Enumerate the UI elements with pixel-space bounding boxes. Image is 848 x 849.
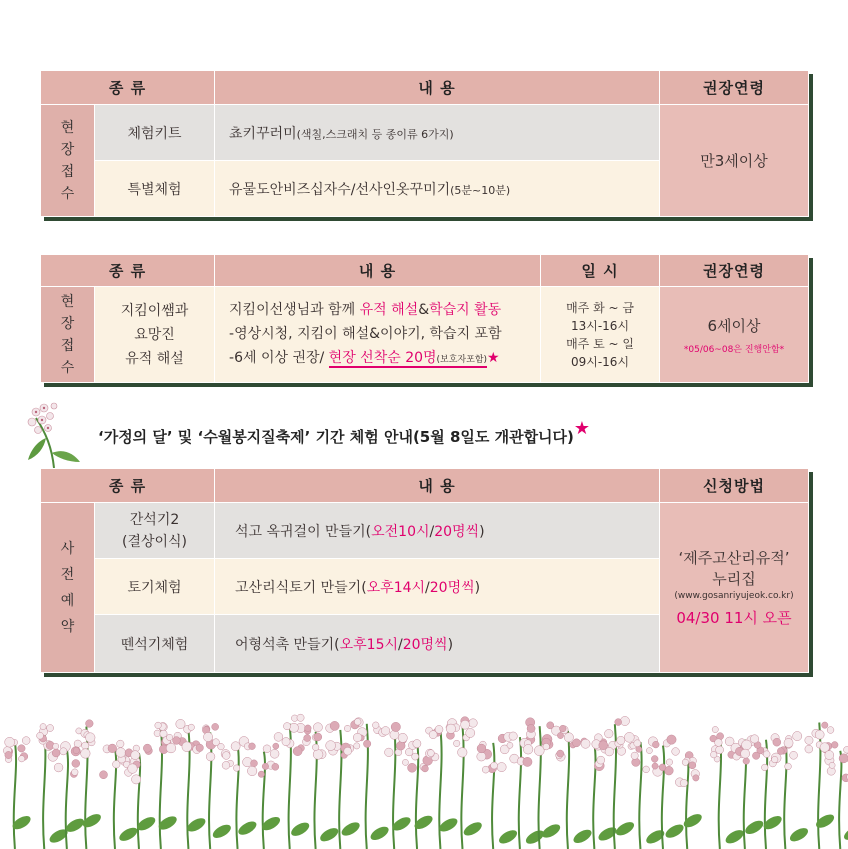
apply-cell: ‘제주고산리유적’ 누리집 (www.gosanriyujeok.co.kr) 04/30 11시 오픈 [660, 503, 809, 673]
header-kind: 종 류 [41, 71, 215, 105]
header-schedule: 일 시 [541, 255, 660, 287]
header-kind: 종 류 [41, 469, 215, 503]
header-age: 권장연령 [660, 255, 809, 287]
star-icon: ★ [573, 418, 591, 439]
table-row-content: 고산리식토기 만들기(오후14시/20명씩) [215, 559, 660, 615]
table-row-content: 석고 옥귀걸이 만들기(오전10시/20명씩) [215, 503, 660, 559]
table-row-content: 유물도안비즈십자수/선사인옷꾸미기(5분~10분) [215, 161, 660, 217]
star-icon: ★ [487, 349, 500, 366]
table-row-content: 지킴이선생님과 함께 유적 해설&학습지 활동 -영상시청, 지킴이 해설&이야기, 학습지 포함 -6세 이상 권장/ 현장 선착순 20명(보호자포함)★ [215, 287, 541, 383]
table-reservation [40, 468, 809, 673]
side-label: 사 전 예 약 [41, 503, 95, 673]
header-kind: 종 류 [41, 255, 215, 287]
header-content: 내 용 [215, 469, 660, 503]
table-guide-tour [40, 254, 809, 383]
table-experience-kit [40, 70, 809, 217]
header-content: 내 용 [215, 255, 541, 287]
table-row-kind: 간석기2 (결상이식) [95, 503, 215, 559]
table-row-kind: 토기체험 [95, 559, 215, 615]
side-label: 현 장 접 수 [41, 287, 95, 383]
buckwheat-flower-field-icon [0, 700, 848, 849]
table-row-content: 어형석촉 만들기(오후15시/20명씩) [215, 615, 660, 673]
table-row-content: 쵸키꾸러미(색칠,스크래치 등 종이류 6가지) [215, 105, 660, 161]
age-value: 만3세이상 [660, 105, 809, 217]
header-apply: 신청방법 [660, 469, 809, 503]
schedule-cell: 매주 화 ~ 금 13시-16시 매주 토 ~ 일 09시-16시 [541, 287, 660, 383]
table-row-kind: 체험키트 [95, 105, 215, 161]
header-age: 권장연령 [660, 71, 809, 105]
age-cell: 6세이상 *05/06~08은 진행안함* [660, 287, 809, 383]
side-label: 현 장 접 수 [41, 105, 95, 217]
table-row-kind: 지킴이쌤과 요망진 유적 해설 [95, 287, 215, 383]
header-content: 내 용 [215, 71, 660, 105]
table-row-kind: 특별체험 [95, 161, 215, 217]
section-heading: ‘가정의 달’ 및 ‘수월봉지질축제’ 기간 체험 안내(5월 8일도 개관합니다)★ [98, 418, 591, 446]
table-row-kind: 뗀석기체험 [95, 615, 215, 673]
buckwheat-flower-sprig-icon [24, 398, 84, 468]
